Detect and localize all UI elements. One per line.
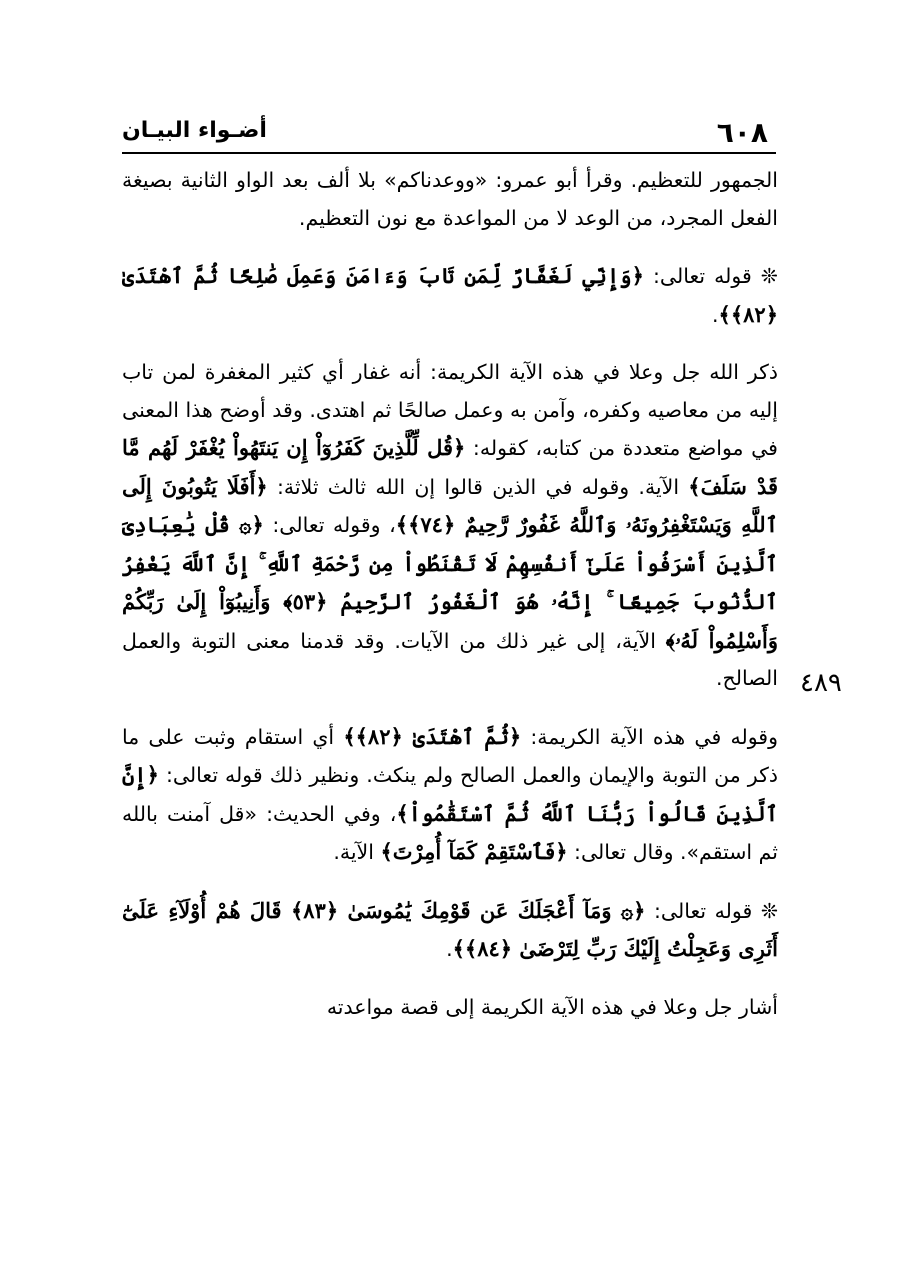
paragraph (122, 718, 778, 872)
quran-verse: ﴿ثُمَّ ٱهْتَدَىٰ ﴿٨٢﴾﴾ (343, 723, 522, 749)
paragraph-gap (122, 969, 778, 989)
paragraph (122, 354, 778, 698)
paragraph-text: . (446, 937, 453, 961)
paragraph-text: الآية. (333, 840, 381, 864)
paragraph (122, 162, 778, 237)
paragraph-text: أي استقام وثبت على ما ذكر من التوبة والإيمان والعمل الصالح ولم ينكث. ونظير ذلك قوله تعالى: (122, 724, 778, 787)
paragraph-text: ❊ قوله تعالى: (643, 264, 778, 288)
quran-verse: ﴿أَفَلَا يَتُوبُونَ إِلَى ٱللَّهِ وَيَسْتَغْفِرُونَهُۥ وَٱللَّهُ غَفُورٌ رَّحِيمٌ ﴿٧٤﴾﴾ (122, 473, 778, 537)
paragraph-text: الآية. وقوله في الذين قالوا إن الله ثالث ثلاثة: (267, 474, 689, 499)
paragraph (122, 989, 778, 1027)
paragraph-gap (122, 334, 778, 354)
paragraph (122, 257, 778, 334)
running-title: أضـواء البيـان (122, 118, 267, 143)
paragraph-text: ، وفي الحديث: «قل آمنت بالله ثم استقم». وقال تعالى: (122, 801, 778, 864)
body-text (122, 162, 778, 1026)
paragraph (122, 892, 778, 969)
paragraph-gap (122, 237, 778, 257)
paragraph-text: وقوله في هذه الآية الكريمة: (521, 724, 778, 749)
paragraph-gap (122, 872, 778, 892)
paragraph-text: أشار جل وعلا في هذه الآية الكريمة إلى قصة مواعدته (326, 994, 778, 1019)
paragraph-text: ❊ قوله تعالى: (645, 898, 778, 923)
quran-verse: ﴿وَإِنِّي لَغَفَّارٌ لِّمَن تَابَ وَءَامَنَ وَعَمِلَ صَٰلِحًا ثُمَّ ٱهْتَدَىٰ ﴿٨٢﴾﴾ (122, 263, 778, 327)
paragraph-text: الجمهور للتعظيم. وقرأ أبو عمرو: «ووعدناكم» بلا ألف بعد الواو الثانية بصيغة الفعل المجرد، من الوعد لا من المواعدة مع نون التعظيم. (122, 168, 778, 230)
paragraph-text: الآية، إلى غير ذلك من الآيات. وقد قدمنا معنى التوبة والعمل الصالح. (122, 628, 778, 690)
margin-page-reference: ٤٨٩ (800, 668, 842, 698)
paragraph-text: . (711, 302, 719, 327)
quran-verse: ﴿قُل لِّلَّذِينَ كَفَرُوٓاْ إِن يَنتَهُواْ يُغْفَرْ لَهُم مَّا قَدْ سَلَفَ﴾ (122, 435, 779, 499)
quran-verse: ﴿۞ قُلْ يَٰعِبَادِىَ ٱلَّذِينَ أَسْرَفُواْ عَلَىٰٓ أَنفُسِهِمْ لَا تَقْنَطُواْ مِن رَّحْمَةِ ٱللَّهِ ۚ إِنَّ ٱللَّهَ يَغْفِرُ ٱلذُّنُوبَ جَمِيعًا ۚ إِنَّهُۥ هُوَ ٱلْغَفُورُ ٱلرَّحِيمُ ﴿٥٣﴾ وَأَنِيبُوٓاْ إِلَىٰ رَبِّكُمْ وَأَسْلِمُواْ لَهُۥ﴾ (122, 512, 778, 653)
paragraph-text: ذكر الله جل وعلا في هذه الآية الكريمة: أنه غفار أي كثير المغفرة لمن تاب إليه من معاصيه وكفره، وآمن به وعمل صالحًا ثم اهتدى. وقد أوضح هذا المعنى في مواضع متعددة من كتابه، كقوله: (122, 360, 778, 460)
quran-verse: ﴿۞ وَمَآ أَعْجَلَكَ عَن قَوْمِكَ يَٰمُوسَىٰ ﴿٨٣﴾ قَالَ هُمْ أُوْلَآءِ عَلَىٰٓ أَثَرِى وَعَجِلْتُ إِلَيْكَ رَبِّ لِتَرْضَىٰ ﴿٨٤﴾﴾ (122, 897, 778, 961)
header-rule (122, 152, 776, 154)
page-header (122, 112, 776, 152)
paragraph-text: ، وقوله تعالى: (263, 513, 396, 537)
quran-verse: ﴿فَٱسْتَقِمْ كَمَآ أُمِرْتَ﴾ (380, 839, 568, 864)
quran-verse: ﴿إِنَّ ٱلَّذِينَ قَالُواْ رَبُّنَا ٱللَّهُ ثُمَّ ٱسْتَقَٰمُواْ﴾ (122, 762, 778, 826)
paragraph-gap (122, 698, 778, 718)
page-number: ٦٠٨ (716, 116, 768, 149)
